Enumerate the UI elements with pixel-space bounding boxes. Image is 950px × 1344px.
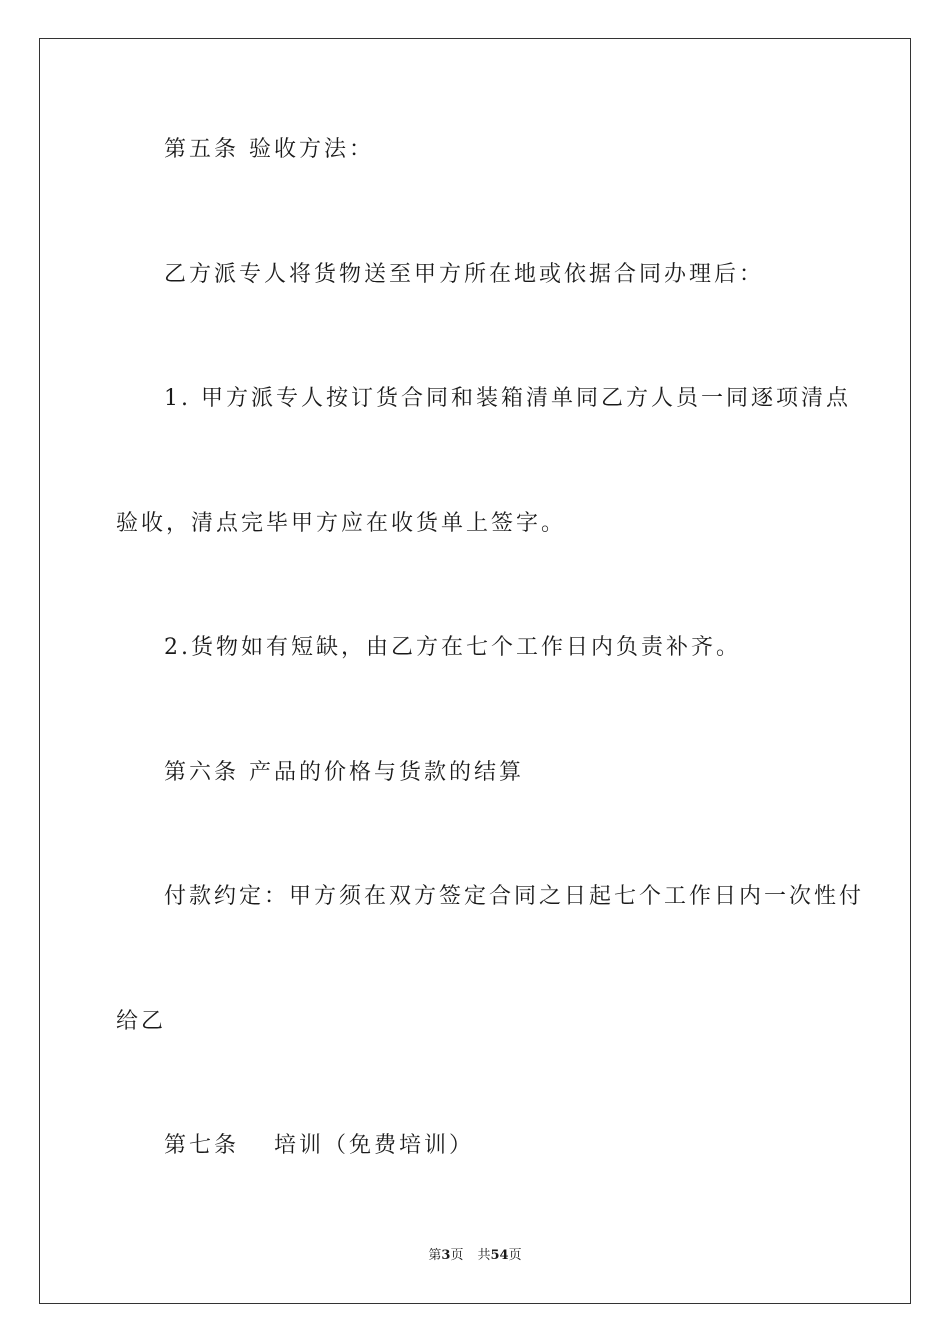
paragraph-item-1-continued: 验收，清点完毕甲方应在收货单上签字。 (116, 511, 567, 536)
page-suffix: 页 (450, 1248, 464, 1263)
total-prefix: 共 (477, 1248, 491, 1263)
paragraph-delivery: 乙方派专人将货物送至甲方所在地或依据合同办理后： (164, 262, 765, 287)
page-footer (0, 1247, 950, 1265)
article-6-heading: 第六条 产品的价格与货款的结算 (164, 760, 524, 785)
page-prefix: 第 (428, 1248, 442, 1263)
article-7-heading: 第七条 培训（免费培训） (164, 1133, 474, 1158)
total-suffix: 页 (508, 1248, 522, 1263)
paragraph-payment-continued: 给乙 (116, 1009, 167, 1034)
total-pages: 54 (490, 1248, 509, 1263)
page-number: 3 (441, 1248, 451, 1263)
page-border (39, 38, 911, 1304)
article-5-heading: 第五条 验收方法： (164, 137, 374, 162)
paragraph-payment: 付款约定：甲方须在双方签定合同之日起七个工作日内一次性付 (164, 884, 865, 909)
paragraph-item-2: 2.货物如有短缺，由乙方在七个工作日内负责补齐。 (164, 635, 741, 660)
paragraph-item-1: 1. 甲方派专人按订货合同和装箱清单同乙方人员一同逐项清点 (164, 386, 851, 411)
